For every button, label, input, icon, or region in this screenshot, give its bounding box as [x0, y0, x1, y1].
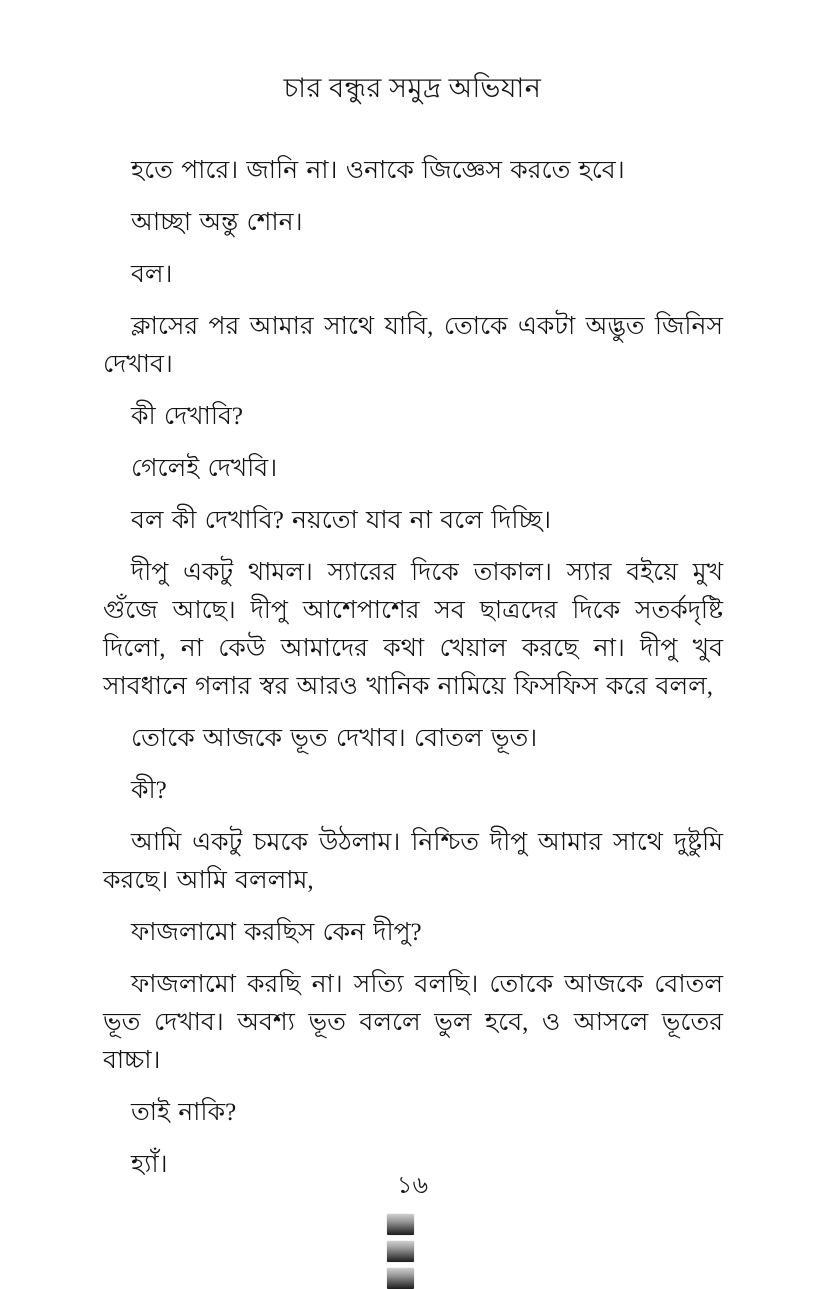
scan-artifact-mark — [387, 1241, 414, 1262]
paragraph: দীপু একটু থামল। স্যারের দিকে তাকাল। স্যার বইয়ে মুখ গুঁজে আছে। দীপু আশেপাশের সব ছাত্রদের দিকে সতর্কদৃষ্টি দিলো, না কেউ আমাদের কথা খেয়াল করছে না। দীপু খুব সাবধানে গলার স্বর আরও খানিক নামিয়ে ফিসফিস করে বলল, — [103, 559, 723, 700]
paragraph: বল কী দেখাবি? নয়তো যাব না বলে দিচ্ছি। — [131, 507, 552, 534]
paragraph: তোকে আজকে ভূত দেখাব। বোতল ভূত। — [131, 725, 538, 752]
paragraph: ফাজলামো করছি না। সত্যি বলছি। তোকে আজকে বোতল ভূত দেখাব। অবশ্য ভূত বললে ভুল হবে, ও আসলে ভূতের বাচ্চা। — [103, 971, 723, 1074]
scan-artifact-marks — [387, 1214, 414, 1289]
page-title: চার বন্ধুর সমুদ্র অভিযান — [283, 73, 542, 103]
page-number: ১৬ — [396, 1173, 429, 1199]
paragraph: ফাজলামো করছিস কেন দীপু? — [131, 919, 422, 946]
paragraph: বল। — [131, 261, 173, 288]
scan-artifact-mark — [387, 1268, 414, 1289]
paragraph: তাই নাকি? — [131, 1099, 237, 1126]
paragraph: কী? — [131, 777, 167, 804]
paragraph: ক্লাসের পর আমার সাথে যাবি, তোকে একটা অদ্ভুত জিনিস দেখাব। — [103, 313, 723, 378]
body-text-block — [103, 152, 723, 1198]
paragraph: গেলেই দেখবি। — [131, 455, 278, 482]
paragraph: হতে পারে। জানি না। ওনাকে জিজ্ঞেস করতে হবে। — [131, 157, 625, 184]
paragraph: আমি একটু চমকে উঠলাম। নিশ্চিত দীপু আমার সাথে দুষ্টুমি করছে। আমি বললাম, — [103, 829, 723, 894]
paragraph: আচ্ছা অন্তু শোন। — [131, 209, 303, 236]
scan-artifact-mark — [387, 1214, 414, 1235]
paragraph: হ্যাঁ। — [131, 1151, 168, 1178]
paragraph: কী দেখাবি? — [131, 403, 243, 430]
